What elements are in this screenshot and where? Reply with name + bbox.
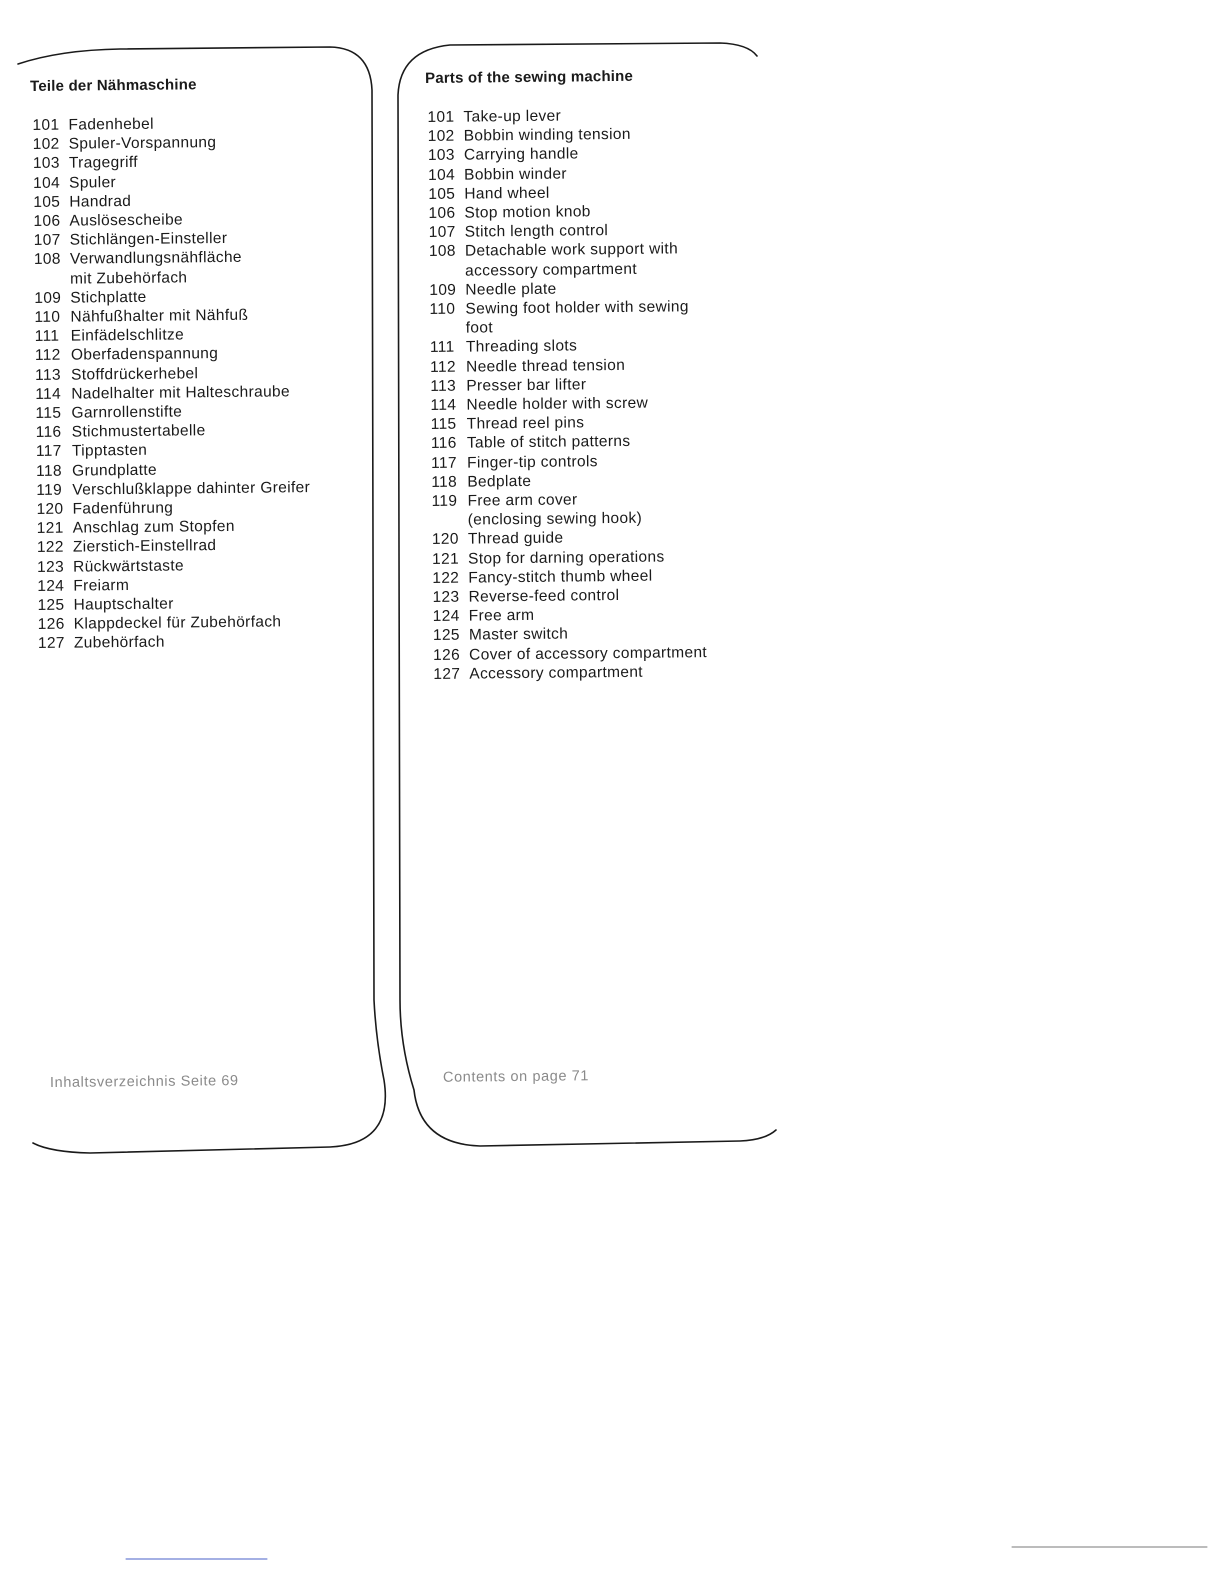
part-name: Accessory compartment [469, 663, 644, 683]
part-number: 110 [34, 308, 61, 326]
part-name: Oberfadenspannung [70, 345, 219, 365]
part-number: 110 [429, 300, 456, 318]
part-number: 113 [430, 377, 457, 395]
part-number: 117 [35, 443, 62, 461]
part-number: 120 [431, 531, 459, 549]
part-name: Master switch [468, 626, 569, 645]
part-number: 117 [431, 454, 457, 472]
part-number: 118 [431, 473, 458, 491]
part-number: 125 [37, 596, 65, 615]
part-name: Nähfußhalter mit Nähfuß [70, 306, 249, 326]
part-name: Thread reel pins [466, 414, 585, 433]
part-name: Free arm cover [467, 491, 578, 510]
part-number: 108 [428, 243, 456, 261]
german-panel-title: Teile der Nähmaschine [30, 76, 197, 95]
part-name: Spuler [69, 173, 117, 192]
part-name: Stop motion knob [464, 203, 591, 222]
part-name: Threading slots [465, 337, 578, 357]
part-name: Stichmustertabelle [71, 422, 206, 441]
part-entry [36, 478, 310, 500]
part-name: Fadenhebel [68, 115, 154, 134]
part-name: Zierstich-Einstellrad [72, 537, 217, 557]
part-number: 113 [35, 366, 61, 384]
part-name: Klappdeckel für Zubehörfach [73, 613, 282, 633]
part-name: Verschlußklappe dahinter Greifer [72, 478, 311, 499]
part-number: 122 [36, 539, 64, 557]
part-number: 107 [428, 223, 456, 242]
part-number: 115 [430, 415, 457, 434]
part-name: Thread guide [467, 530, 564, 549]
part-number: 107 [33, 231, 61, 250]
part-name: Stichplatte [70, 288, 147, 307]
part-number: 127 [433, 665, 461, 683]
part-entry [38, 612, 312, 634]
part-name: Bobbin winder [464, 165, 567, 184]
part-number: 101 [32, 116, 60, 134]
part-number: 112 [34, 347, 61, 365]
part-name: Free arm [468, 607, 535, 625]
part-number: 104 [33, 174, 61, 192]
part-name-continuation: mit Zubehörfach [70, 268, 188, 288]
part-number: 106 [428, 204, 456, 222]
part-name: Grundplatte [72, 461, 158, 480]
part-number: 105 [33, 193, 61, 211]
english-panel-title: Parts of the sewing machine [425, 67, 634, 87]
part-entry [429, 240, 703, 281]
part-number: 105 [428, 185, 456, 203]
part-name: Take-up lever [463, 107, 562, 126]
part-name: Freiarm [73, 576, 130, 595]
part-number: 119 [431, 492, 458, 511]
part-name: Needle thread tension [466, 356, 626, 376]
part-name: Carrying handle [463, 145, 579, 165]
german-parts-list [32, 113, 311, 654]
part-name-continuation: (enclosing sewing hook) [467, 510, 643, 529]
part-name: Needle plate [465, 280, 557, 299]
part-number: 101 [427, 108, 455, 126]
part-number: 118 [36, 462, 62, 480]
part-number: 122 [432, 569, 460, 587]
part-name: Stoffdrückerhebel [71, 364, 199, 384]
part-number: 106 [33, 212, 61, 230]
part-name: Table of stitch patterns [466, 433, 631, 453]
part-name: Fancy-stitch thumb wheel [468, 567, 653, 587]
part-number: 121 [36, 519, 64, 538]
part-number: 103 [32, 155, 60, 173]
part-number: 111 [34, 327, 60, 346]
part-number: 115 [35, 404, 62, 423]
part-number: 124 [37, 577, 65, 595]
part-entry [34, 248, 308, 289]
part-number: 104 [428, 166, 456, 184]
part-number: 109 [34, 289, 62, 307]
part-name: Spuler-Vorspannung [68, 134, 217, 153]
part-name: Handrad [69, 192, 132, 211]
part-entry [433, 662, 707, 684]
part-name: Zubehörfach [73, 634, 165, 653]
part-name-continuation: accessory compartment [465, 260, 638, 280]
part-name: Hand wheel [464, 184, 550, 203]
part-number: 126 [37, 615, 65, 634]
part-number: 114 [430, 396, 457, 415]
part-number: 116 [35, 423, 62, 442]
part-name: Bobbin winding tension [463, 126, 631, 145]
part-name: Auslösescheibe [69, 211, 184, 230]
part-name: Finger-tip controls [467, 452, 598, 472]
part-name: Anschlag zum Stopfen [72, 518, 235, 537]
part-name: Bedplate [467, 472, 532, 491]
english-contents-reference: Contents on page 71 [442, 1068, 590, 1086]
part-name: Presser bar lifter [466, 376, 587, 395]
part-number: 102 [427, 127, 455, 146]
part-number: 111 [429, 339, 455, 357]
part-number: 123 [432, 588, 460, 607]
part-number: 103 [427, 147, 455, 165]
part-entry [35, 382, 309, 404]
part-number: 114 [35, 385, 62, 403]
part-entry [429, 297, 703, 338]
part-name: Tragegriff [68, 154, 138, 173]
part-name: Stichlängen-Einsteller [69, 230, 228, 249]
part-number: 112 [430, 358, 456, 376]
part-name: Rückwärtstaste [73, 557, 185, 576]
part-number: 108 [33, 251, 61, 269]
part-entry [433, 643, 707, 665]
part-name: Stop for darning operations [468, 548, 665, 568]
part-number: 119 [36, 481, 63, 499]
part-name: Detachable work support with [464, 240, 679, 261]
english-parts-list [427, 105, 707, 684]
part-name: Needle holder with screw [466, 394, 649, 414]
part-name: Tipptasten [71, 442, 148, 461]
part-number: 125 [432, 627, 460, 645]
part-name: Stitch length control [464, 222, 609, 241]
part-number: 120 [36, 500, 64, 519]
part-number: 126 [433, 646, 461, 664]
part-name: Einfädelschlitze [70, 326, 185, 345]
part-name-continuation: foot [465, 319, 494, 337]
part-name: Sewing foot holder with sewing [465, 298, 689, 318]
part-number: 109 [429, 281, 457, 299]
part-number: 102 [32, 135, 60, 154]
part-name: Verwandlungsnähfläche [69, 249, 242, 269]
part-number: 116 [430, 435, 457, 453]
part-number: 127 [37, 635, 65, 653]
part-name: Cover of accessory compartment [469, 643, 708, 664]
part-name: Nadelhalter mit Halteschraube [71, 383, 291, 403]
part-name: Reverse-feed control [468, 587, 620, 606]
part-entry [38, 632, 312, 654]
german-contents-reference: Inhaltsverzeichnis Seite 69 [49, 1073, 239, 1091]
part-name: Hauptschalter [73, 595, 174, 614]
part-number: 121 [432, 550, 460, 568]
part-name: Garnrollenstifte [71, 403, 183, 422]
part-entry [431, 489, 705, 530]
part-number: 124 [432, 607, 460, 626]
part-name: Fadenführung [72, 499, 174, 518]
part-number: 123 [37, 558, 65, 576]
